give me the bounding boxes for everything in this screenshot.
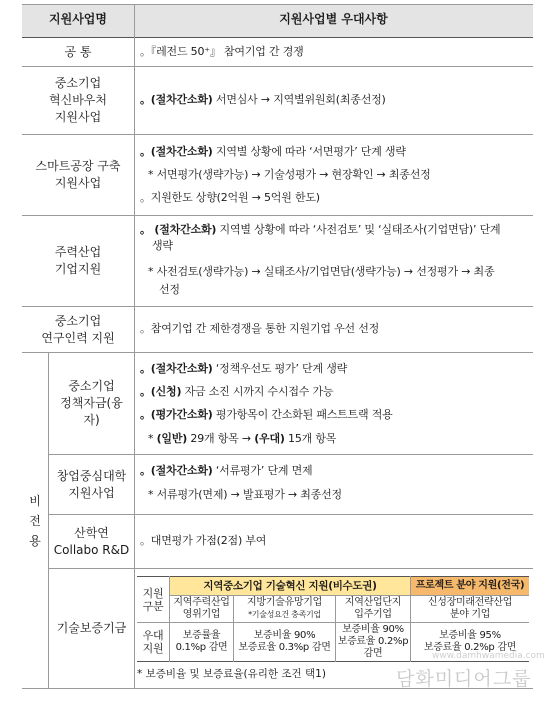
row-main-line2b: 선정 (159, 283, 180, 296)
inner-group-project: 프로젝트 분야 지원(전국) (411, 577, 529, 595)
row-voucher-text: 。(절차간소화) 서면심사 → 지역별위원회(최종선정) (140, 93, 386, 106)
row-policy-line2: 。(신청) 자금 소진 시까지 수시접수 가능 (140, 385, 334, 398)
inner-sub-promising-tech: 지방기술유망기업 *기술성요건 충족기업 (247, 597, 322, 619)
header-program-name: 지원사업명 (49, 12, 107, 26)
row-rnd-name: 중소기업 연구인력 지원 (41, 313, 115, 345)
row-collabo-name: 산학연 Collabo R&D (53, 525, 130, 557)
inner-value-1: 보증률율 0.1%p 감면 (175, 630, 228, 653)
row-main-line2: * 사전검토(생략가능) → 실태조사/기업면담(생략가능) → 선정평가 → 최종 (148, 265, 495, 278)
row-smart-line2: * 서면평가(생략가능) → 기술성평가 → 현장확인 → 최종선정 (148, 168, 431, 181)
row-main-line1b: 생략 (152, 239, 173, 252)
row-voucher-name: 중소기업 혁신바우처 지원사업 (49, 76, 107, 124)
row-startup-line1: 。(절차간소화) ‘서류평가’ 단계 면제 (140, 464, 313, 477)
inner-value-4: 보증비율 95% 보증료율 0.2%p 감면 (423, 630, 517, 653)
row-main-name: 주력산업 기업지원 (54, 245, 102, 276)
inner-group-regional: 지역중소기업 기술혁신 지원(비수도권) (170, 577, 410, 595)
row-policy-line1: 。(절차간소화) ‘정책우선도 평가’ 단계 생략 (140, 362, 348, 375)
nonfinance-group-label: 비 전 용 (29, 493, 41, 548)
watermark-logo: 담화미디어그룹 (396, 668, 532, 690)
row-smart-name: 스마트공장 구축 지원사업 (35, 159, 121, 190)
row-guarantee-name: 기술보증기금 (56, 621, 127, 635)
row-common-text: 。『레전드 50⁺』 참여기업 간 경쟁 (140, 45, 304, 58)
inner-sub-future-strategy: 신성장미래전략산업 분야 기업 (427, 597, 513, 620)
watermark-url: www.damhwamedia.com (432, 651, 545, 661)
guarantee-note: * 보증비율 및 보증료율(유리한 조건 택1) (137, 668, 326, 680)
inner-row-label: 우대 지원 (142, 629, 164, 655)
inner-value-2: 보증비율 90% 보증료율 0.3%p 감면 (238, 630, 331, 653)
row-policy-name: 중소기업 정책자금(융 자) (60, 379, 123, 427)
row-collabo-text: 。대면평가 가점(2점) 부여 (140, 534, 267, 547)
inner-value-3: 보증비율 90% 보증료율 0.2%p 감면 (337, 624, 409, 659)
header-preferences: 지원사업별 우대사항 (279, 12, 388, 26)
row-policy-line3: 。(평가간소화) 평가항목이 간소화된 패스트트랙 적용 (140, 408, 393, 421)
guarantee-inner-table (137, 576, 529, 662)
row-common-name: 공 통 (64, 44, 92, 59)
row-main-line1: 。 (절차간소화) 지역별 상황에 따라 ‘사전검토’ 및 ‘실태조사(기업면담)’ 단계 (140, 223, 501, 236)
row-startup-line2: * 서류평가(면제) → 발표평가 → 최종선정 (148, 488, 342, 501)
row-policy-line4: * (일반) 29개 항목 → (우대) 15개 항목 (148, 432, 337, 445)
row-smart-line1: 。(절차간소화) 지역별 상황에 따라 ‘서면평가’ 단계 생략 (140, 145, 406, 158)
row-smart-line3: 。지원한도 상향(2억원 → 5억원 한도) (140, 191, 320, 204)
row-rnd-text: 。참여기업 간 제한경쟁을 통한 지원기업 우선 선정 (140, 322, 380, 335)
inner-sub-regional-industry: 지역주력산업 영위기업 (173, 597, 230, 620)
inner-head-left: 지원 구분 (142, 586, 164, 613)
inner-sub-industrial-complex: 지역산업단지 입주기업 (344, 597, 402, 620)
row-startup-name: 창업중심대학 지원사업 (56, 468, 127, 500)
